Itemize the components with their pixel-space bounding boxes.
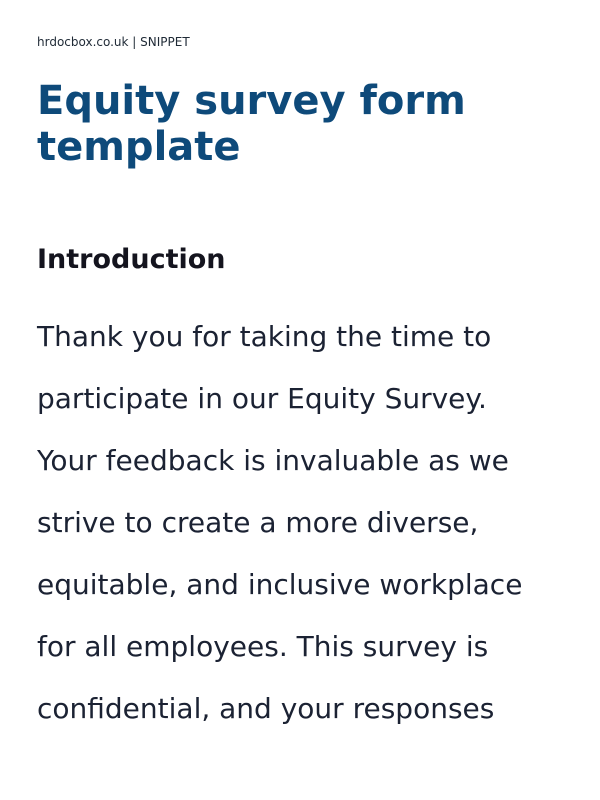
paragraph-line: Thank you for taking the time to bbox=[37, 320, 492, 353]
source-label: hrdocbox.co.uk | SNIPPET bbox=[37, 35, 190, 49]
paragraph-line: participate in our Equity Survey. bbox=[37, 382, 487, 415]
section-heading-introduction: Introduction bbox=[37, 244, 226, 275]
paragraph-line: equitable, and inclusive workplace bbox=[37, 568, 523, 601]
paragraph-line: confidential, and your responses bbox=[37, 692, 495, 725]
paragraph-line: strive to create a more diverse, bbox=[37, 506, 479, 539]
paragraph-line: for all employees. This survey is bbox=[37, 630, 489, 663]
introduction-paragraph bbox=[37, 306, 577, 740]
paragraph-line: Your feedback is invaluable as we bbox=[37, 444, 509, 477]
page-title: Equity survey form template bbox=[37, 78, 466, 170]
